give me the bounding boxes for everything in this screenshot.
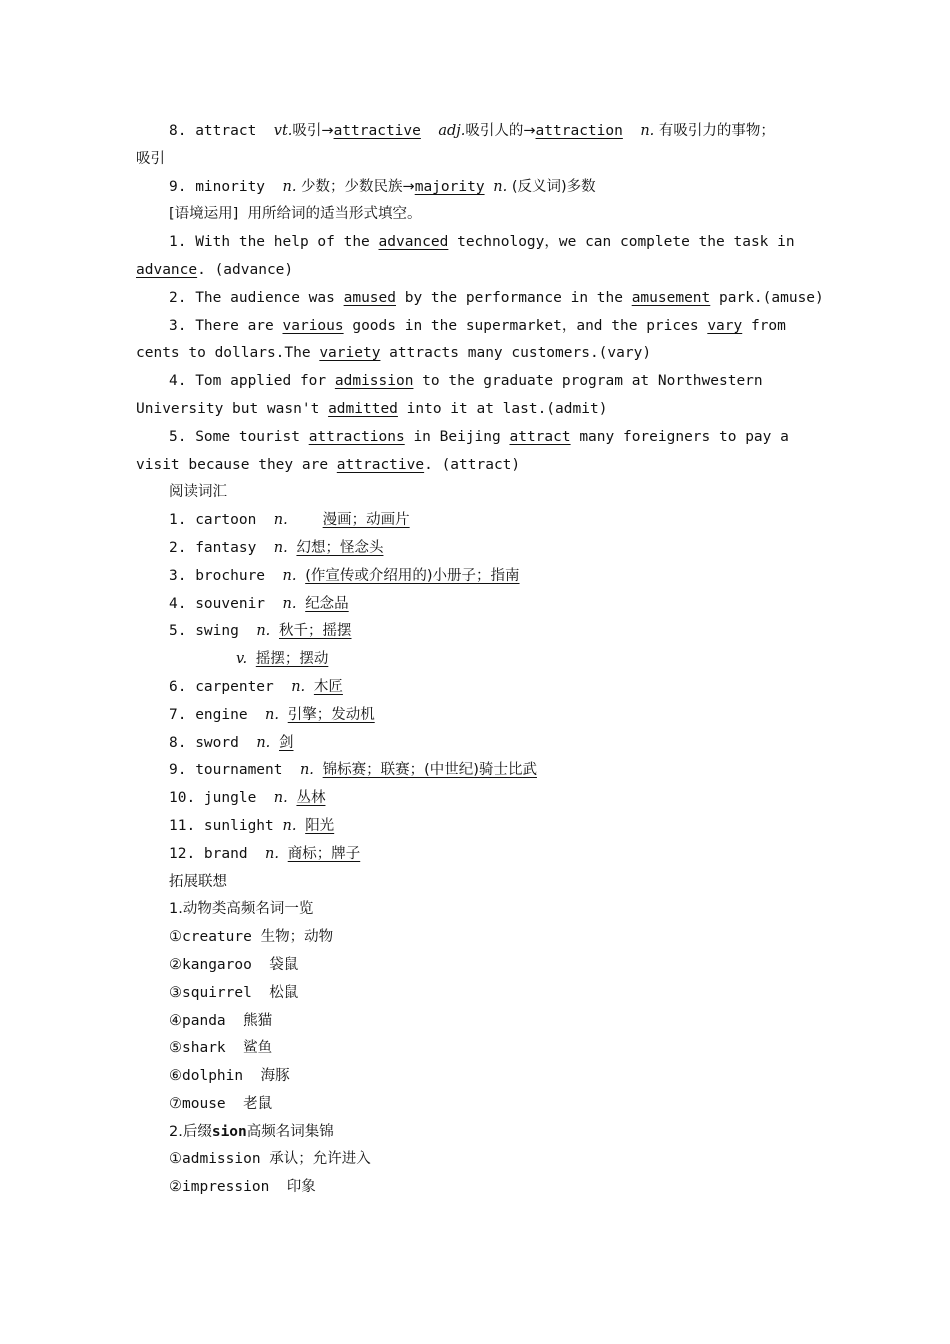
answer-blank: attractive <box>333 123 421 139</box>
sentence-1-continued: advance. (advance) <box>136 261 294 278</box>
answer-blank: (作宣传或介绍用的)小册子；指南 <box>305 567 520 584</box>
answer-blank: attractive <box>336 456 425 473</box>
answer-blank: 秋千；摇摆 <box>279 623 352 640</box>
reading-item: 12. brand n. 商标；牌子 <box>169 845 361 862</box>
answer-blank: 幻想；怪念头 <box>296 539 384 556</box>
group-2-title: 2.后缀sion高频名词集锦 <box>169 1123 334 1140</box>
sentence-5-continued: visit because they are attractive. (attract) <box>136 456 521 473</box>
answer-blank: 引擎；发动机 <box>287 706 375 723</box>
sentence-3-continued: cents to dollars.The variety attracts many customers.(vary) <box>136 345 652 362</box>
answer-blank: amusement <box>631 289 711 306</box>
sentence-1: 1. With the help of the advanced technology，we can complete the task in <box>169 234 795 251</box>
list-item: ②impression 印象 <box>169 1179 316 1196</box>
sentence-5: 5. Some tourist attractions in Beijing attract many foreigners to pay a <box>169 428 789 445</box>
answer-blank: 摇摆；摆动 <box>255 651 329 668</box>
answer-blank: attract <box>509 428 571 445</box>
reading-item: v. 摇摆；摆动 <box>236 651 329 668</box>
answer-blank: 丛林 <box>296 790 326 807</box>
document-page <box>136 118 826 1202</box>
answer-blank: 纪念品 <box>305 595 349 612</box>
vocab-item-8-continued: 吸引 <box>136 150 165 167</box>
reading-vocab-heading: 阅读词汇 <box>169 484 227 501</box>
answer-blank: amused <box>343 289 396 306</box>
answer-blank: majority <box>414 178 485 195</box>
answer-blank: attractions <box>308 428 405 445</box>
answer-blank: 木匠 <box>313 678 343 695</box>
sentence-4: 4. Tom applied for admission to the graduate program at Northwestern <box>169 373 763 390</box>
reading-item: 9. tournament n. 锦标赛；联赛；(中世纪)骑士比武 <box>169 762 537 779</box>
list-item: ③squirrel 松鼠 <box>169 984 299 1001</box>
reading-item: 1. cartoon n. 漫画；动画片 <box>169 512 410 529</box>
answer-blank: variety <box>319 345 381 362</box>
answer-blank: 商标；牌子 <box>287 845 361 862</box>
answer-blank: 剑 <box>279 734 294 751</box>
sentence-2: 2. The audience was amused by the performance in the amusement park.(amuse) <box>169 289 824 306</box>
group-1-title: 1.动物类高频名词一览 <box>169 901 314 918</box>
list-item: ①admission 承认；允许进入 <box>169 1151 371 1168</box>
answer-blank: 阳光 <box>305 817 335 834</box>
answer-blank: advance <box>136 261 198 278</box>
list-item: ⑦mouse 老鼠 <box>169 1095 273 1112</box>
reading-item: 4. souvenir n. 纪念品 <box>169 595 349 612</box>
sentence-3: 3. There are various goods in the supermarket，and the prices vary from <box>169 317 786 334</box>
vocab-item-8: 8. attract vt.吸引→attractive adj.吸引人的→attraction n. 有吸引力的事物； <box>169 123 775 139</box>
reading-item: 8. sword n. 剑 <box>169 734 294 751</box>
answer-blank: 锦标赛；联赛；(中世纪)骑士比武 <box>322 762 537 779</box>
reading-item: 3. brochure n. (作宣传或介绍用的)小册子；指南 <box>169 567 520 584</box>
answer-blank: 漫画；动画片 <box>322 512 410 529</box>
vocab-item-9: 9. minority n. 少数；少数民族→majority n. (反义词)多数 <box>169 178 596 195</box>
answer-blank: vary <box>707 317 743 334</box>
reading-item: 11. sunlight n. 阳光 <box>169 817 335 834</box>
sentence-4-continued: University but wasn't admitted into it at last.(admit) <box>136 400 608 417</box>
answer-blank: advanced <box>378 234 449 251</box>
expand-heading: 拓展联想 <box>169 873 227 890</box>
answer-blank: admitted <box>328 400 398 417</box>
reading-item: 10. jungle n. 丛林 <box>169 790 326 807</box>
answer-blank: attraction <box>535 123 623 139</box>
list-item: ①creature 生物；动物 <box>169 929 334 946</box>
list-item: ⑥dolphin 海豚 <box>169 1068 290 1085</box>
list-item: ⑤shark 鲨鱼 <box>169 1040 273 1057</box>
reading-item: 2. fantasy n. 幻想；怪念头 <box>169 539 384 556</box>
answer-blank: admission <box>334 373 414 390</box>
reading-item: 6. carpenter n. 木匠 <box>169 678 343 695</box>
list-item: ④panda 熊猫 <box>169 1012 273 1029</box>
reading-item: 5. swing n. 秋千；摇摆 <box>169 623 352 640</box>
reading-item: 7. engine n. 引擎；发动机 <box>169 706 375 723</box>
answer-blank: various <box>282 317 344 334</box>
list-item: ②kangaroo 袋鼠 <box>169 956 299 973</box>
context-heading: [语境运用] 用所给词的适当形式填空。 <box>169 206 422 223</box>
